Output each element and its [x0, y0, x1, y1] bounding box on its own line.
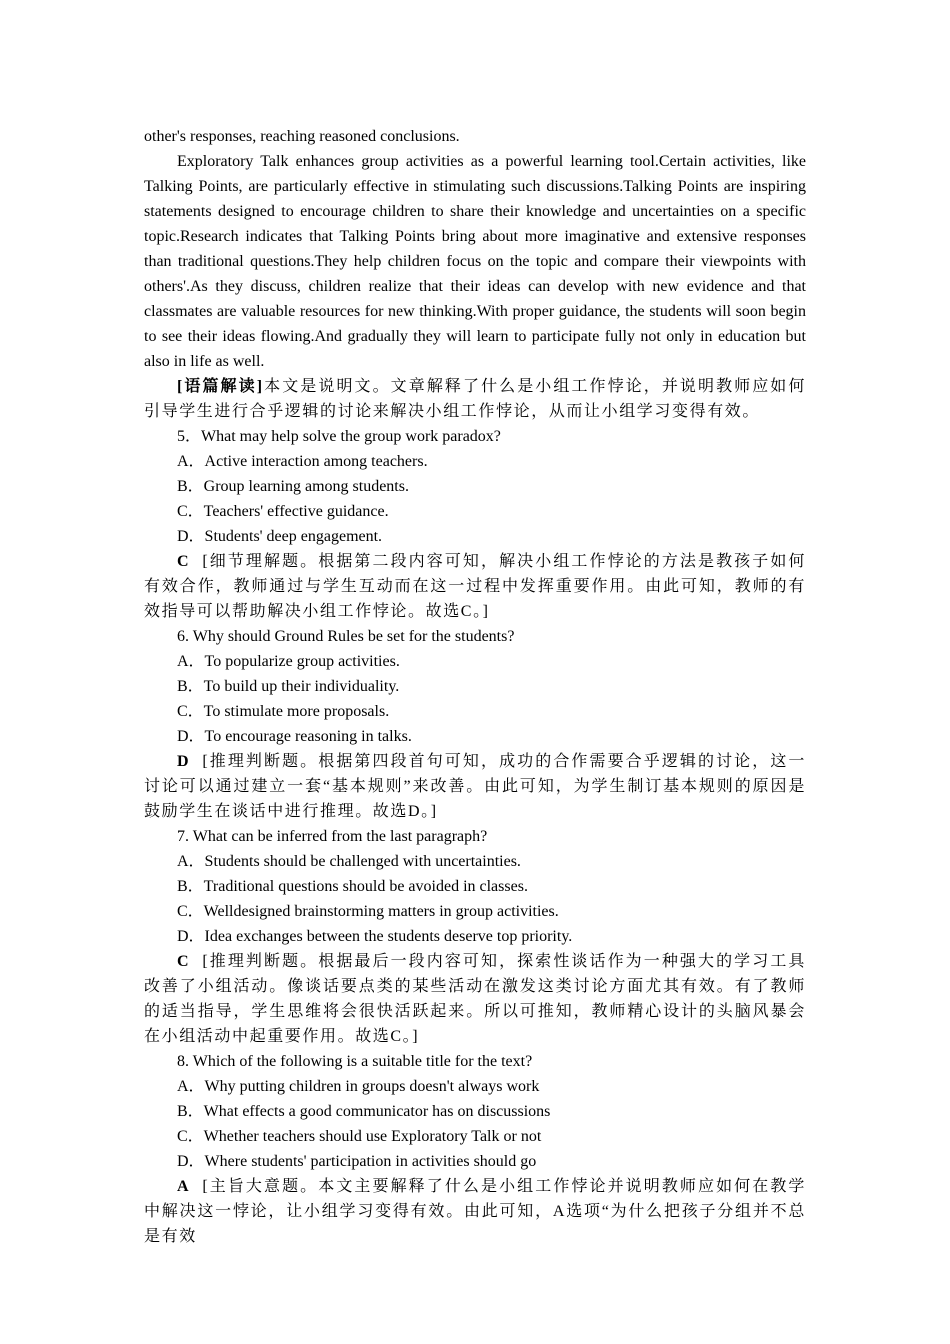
option-a: A．Active interaction among teachers. — [177, 453, 428, 470]
option-a: A．To popularize group activities. — [177, 653, 400, 670]
answer-explanation — [144, 749, 806, 824]
option-c: C．Whether teachers should use Exploratory Talk or not — [177, 1128, 542, 1145]
option-c: C．Teachers' effective guidance. — [177, 503, 389, 520]
answer-explanation — [144, 1174, 806, 1249]
explanation-text: [细节理解题。根据第二段内容可知，解决小组工作悖论的方法是教孩子如何有效合作，教师通过与学生互动而在这一过程中发挥重要作用。由此可知，教师的有效指导可以帮助解决小组工作悖论。故选C。] — [144, 553, 806, 620]
question-block-5 — [144, 424, 806, 624]
passage-last-paragraph: Exploratory Talk enhances group activities as a powerful learning tool.Certain activities, like Talking Points, are particularly effective in stimulating such discussions.Talking Points are inspiring statements designed to encourage children to share their knowledge and uncertainties on a specific topic.Research indicates that Talking Points bring about more imaginative and extensive responses than traditional questions.They help children focus on the topic and compare their viewpoints with others'.As they discuss, children realize that their ideas can develop with new evidence and that classmates are valuable resources for new thinking.With proper guidance, the students will soon begin to see their ideas flowing.And gradually they will learn to participate fully not only in education but also in life as well. — [144, 153, 806, 370]
answer-letter: C — [177, 953, 191, 970]
question-stem: 7. What can be inferred from the last paragraph? — [177, 828, 488, 845]
option-a: A．Students should be challenged with uncertainties. — [177, 853, 521, 870]
question-stem: 8. Which of the following is a suitable title for the text? — [177, 1053, 533, 1070]
option-c: C．Welldesigned brainstorming matters in group activities. — [177, 903, 559, 920]
answer-letter: C — [177, 553, 191, 570]
option-c: C．To stimulate more proposals. — [177, 703, 390, 720]
option-b: B．Group learning among students. — [177, 478, 409, 495]
question-stem: 6. Why should Ground Rules be set for the students? — [177, 628, 515, 645]
reading-note-label: [语篇解读] — [177, 378, 264, 395]
question-stem: 5．What may help solve the group work paradox? — [177, 428, 501, 445]
option-b: B．To build up their individuality. — [177, 678, 400, 695]
option-a: A．Why putting children in groups doesn't always work — [177, 1078, 540, 1095]
explanation-text: [主旨大意题。本文主要解释了什么是小组工作悖论并说明教师应如何在教学中解决这一悖论，让小组学习变得有效。由此可知，A选项“为什么把孩子分组并不总是有效 — [144, 1178, 806, 1245]
answer-letter: A — [177, 1178, 191, 1195]
option-d: D．Idea exchanges between the students deserve top priority. — [177, 928, 573, 945]
option-b: B．Traditional questions should be avoided in classes. — [177, 878, 528, 895]
reading-note — [144, 374, 806, 424]
option-d: D．To encourage reasoning in talks. — [177, 728, 412, 745]
document-page — [144, 124, 806, 1249]
explanation-text: [推理判断题。根据第四段首句可知，成功的合作需要合乎逻辑的讨论，这一讨论可以通过建立一套“基本规则”来改善。由此可知，为学生制订基本规则的原因是鼓励学生在谈话中进行推理。故选D。] — [144, 753, 806, 820]
passage-continued-text: other's responses, reaching reasoned conclusions. — [144, 128, 460, 145]
option-b: B．What effects a good communicator has on discussions — [177, 1103, 551, 1120]
answer-letter: D — [177, 753, 191, 770]
question-block-7 — [144, 824, 806, 1049]
answer-explanation — [144, 949, 806, 1049]
option-d: D．Where students' participation in activities should go — [177, 1153, 537, 1170]
question-block-6 — [144, 624, 806, 824]
explanation-text: [推理判断题。根据最后一段内容可知，探索性谈话作为一种强大的学习工具改善了小组活动。像谈话要点类的某些活动在激发这类讨论方面尤其有效。有了教师的适当指导，学生思维将会很快活跃起来。所以可推知，教师精心设计的头脑风暴会在小组活动中起重要作用。故选C。] — [144, 953, 806, 1045]
option-d: D．Students' deep engagement. — [177, 528, 383, 545]
reading-note-text: 本文是说明文。文章解释了什么是小组工作悖论，并说明教师应如何引导学生进行合乎逻辑的讨论来解决小组工作悖论，从而让小组学习变得有效。 — [144, 378, 806, 420]
answer-explanation — [144, 549, 806, 624]
question-block-8 — [144, 1049, 806, 1249]
